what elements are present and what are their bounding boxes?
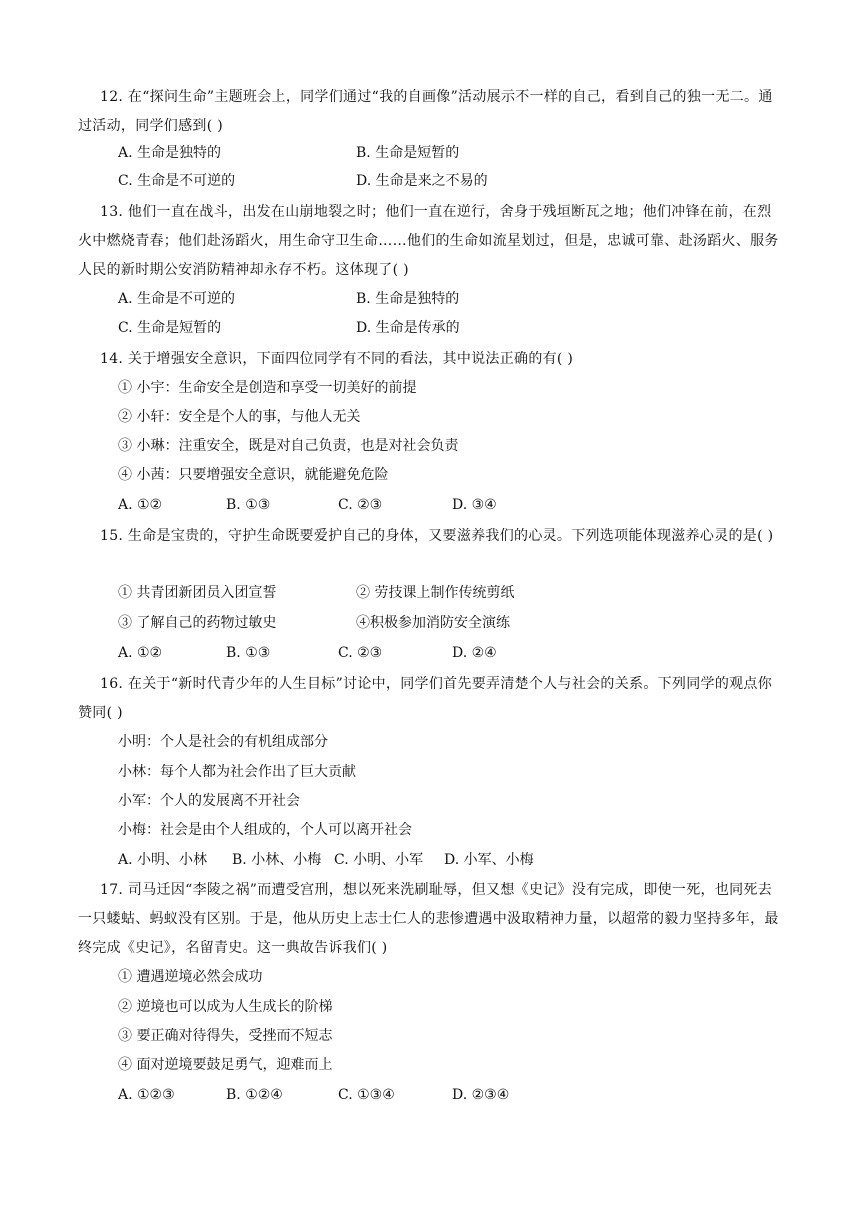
question-13-stem: 13. 他们一直在战斗，出发在山崩地裂之时；他们一直在逆行，舍身于残垣断瓦之地；他们冲锋在前，在烈火中燃烧青春；他们赴汤蹈火，用生命守卫生命……他们的生命如流星划过，但是，忠诚可靠、赴汤蹈火、服务人民的新时期公安消防精神却永存不朽。这体现了( ) (78, 204, 779, 278)
question-17-option-b: B. ①②④ (226, 1087, 283, 1103)
question-16-option-d: D. 小军、小梅 (444, 852, 534, 868)
question-16-statement-4: 小梅：社会是由个人组成的，个人可以离开社会 (118, 822, 412, 838)
question-16-option-a: A. 小明、小林 (118, 852, 208, 868)
question-15-statement-2: ② 劳技课上制作传统剪纸 (356, 585, 515, 601)
question-14-option-c: C. ②③ (338, 497, 383, 513)
question-17-option-a: A. ①②③ (118, 1087, 175, 1103)
question-13-option-c: C. 生命是短暂的 (118, 320, 222, 336)
question-14-statement-2: ② 小轩：安全是个人的事，与他人无关 (118, 409, 361, 425)
question-15-statement-3: ③ 了解自己的药物过敏史 (118, 615, 277, 631)
question-14-option-d: D. ③④ (452, 497, 497, 513)
question-15-option-b: B. ①③ (226, 645, 271, 661)
question-17-statement-3: ③ 要正确对待得失，受挫而不短志 (118, 1028, 333, 1044)
question-14-option-b: B. ①③ (226, 497, 271, 513)
question-14-statement-4: ④ 小茜：只要增强安全意识，就能避免危险 (118, 467, 389, 483)
question-15-stem: 15. 生命是宝贵的，守护生命既要爱护自己的身体，又要滋养我们的心灵。下列选项能体现滋养心灵的是( ) (100, 528, 774, 544)
question-16-option-c: C. 小明、小军 (334, 852, 424, 868)
question-12-option-b: B. 生命是短暂的 (356, 145, 460, 161)
question-15-option-d: D. ②④ (452, 645, 497, 661)
question-14-stem: 14. 关于增强安全意识，下面四位同学有不同的看法，其中说法正确的有( ) (100, 351, 574, 367)
question-13-option-b: B. 生命是独特的 (356, 291, 460, 307)
question-17-statement-1: ① 遭遇逆境必然会成功 (118, 969, 263, 985)
question-16-statement-3: 小军：个人的发展离不开社会 (118, 793, 300, 809)
question-15-statement-4: ④积极参加消防安全演练 (356, 615, 510, 631)
question-15-option-c: C. ②③ (338, 645, 383, 661)
question-12-option-c: C. 生命是不可逆的 (118, 173, 236, 189)
question-17-statement-4: ④ 面对逆境要鼓足勇气，迎难而上 (118, 1057, 333, 1073)
question-17-option-d: D. ②③④ (452, 1087, 510, 1103)
question-17-stem: 17. 司马迁因“李陵之祸”而遭受宫刑，想以死来洗刷耻辱，但又想《史记》没有完成，即使一死，也同死去一只蝼蛄、蚂蚁没有区别。于是，他从历史上志士仁人的悲惨遭遇中汲取精神力量，以超常的毅力坚持多年，最终完成《史记》，名留青史。这一典故告诉我们( ) (78, 882, 779, 956)
question-13-option-d: D. 生命是传承的 (356, 320, 460, 336)
question-16-statement-2: 小林：每个人都为社会作出了巨大贡献 (118, 764, 356, 780)
question-12-stem: 12. 在“探问生命”主题班会上，同学们通过“我的自画像”活动展示不一样的自己，看到自己的独一无二。通过活动，同学们感到( ) (78, 89, 773, 134)
question-16-stem: 16. 在关于“新时代青少年的人生目标”讨论中，同学们首先要弄清楚个人与社会的关系。下列同学的观点你赞同( ) (78, 676, 773, 721)
question-14-statement-3: ③ 小琳：注重安全，既是对自己负责，也是对社会负责 (118, 438, 459, 454)
question-14-option-a: A. ①② (118, 497, 163, 513)
question-15-statement-1: ① 共青团新团员入团宣誓 (118, 585, 277, 601)
question-12-option-a: A. 生命是独特的 (118, 145, 222, 161)
question-17-option-c: C. ①③④ (338, 1087, 395, 1103)
question-15-option-a: A. ①② (118, 645, 163, 661)
question-13-option-a: A. 生命是不可逆的 (118, 291, 236, 307)
question-17-statement-2: ② 逆境也可以成为人生成长的阶梯 (118, 999, 333, 1015)
question-16-statement-1: 小明：个人是社会的有机组成部分 (118, 734, 328, 750)
question-14-statement-1: ① 小宇：生命安全是创造和享受一切美好的前提 (118, 380, 417, 396)
question-16-option-b: B. 小林、小梅 (232, 852, 322, 868)
question-12-option-d: D. 生命是来之不易的 (356, 173, 488, 189)
